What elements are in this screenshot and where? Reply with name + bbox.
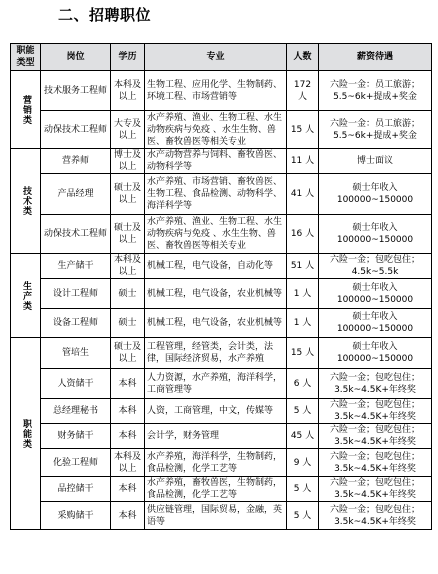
salary-cell: 博士面议: [319, 149, 432, 174]
position-cell: 营养师: [41, 149, 111, 174]
count-cell: 15 人: [287, 338, 319, 369]
position-cell: 人资储干: [41, 369, 111, 399]
salary-cell: 六险一金：员工旅游；5.5~6k+提成+奖金: [319, 71, 432, 111]
table-row: [11, 309, 432, 338]
position-cell: 化验工程师: [41, 449, 111, 477]
education-cell: 博士及以上: [111, 149, 145, 174]
major-cell: 供应链管理，国际贸易，金融，英语等: [145, 502, 287, 530]
table-row: [11, 449, 432, 477]
count-cell: 172 人: [287, 71, 319, 111]
table-row: [11, 477, 432, 502]
salary-cell: 六险一金；包吃包住；3.5k~4.5K+年终奖: [319, 369, 432, 399]
position-cell: 品控储干: [41, 477, 111, 502]
table-row: [11, 399, 432, 424]
salary-cell: 六险一金；包吃包住；3.5k~4.5K+年终奖: [319, 477, 432, 502]
count-cell: 5 人: [287, 399, 319, 424]
salary-cell: 硕士年收入 100000~150000: [319, 338, 432, 369]
major-cell: 会计学，财务管理: [145, 424, 287, 449]
position-cell: 产品经理: [41, 174, 111, 215]
count-cell: 15 人: [287, 111, 319, 149]
recruitment-table: [10, 43, 432, 530]
table-row: [11, 502, 432, 530]
major-cell: 水产动物营养与饲料、畜牧兽医、动物科学等: [145, 149, 287, 174]
salary-cell: 硕士年收入 100000~150000: [319, 215, 432, 254]
position-cell: 财务储干: [41, 424, 111, 449]
salary-cell: 六险一金；包吃包住；3.5k~4.5K+年终奖: [319, 502, 432, 530]
category-cell: 生产类: [11, 254, 41, 338]
education-cell: 大专及以上: [111, 111, 145, 149]
table-row: [11, 215, 432, 254]
education-cell: 本科及以上: [111, 449, 145, 477]
category-cell: 营销类: [11, 71, 41, 149]
table-header-row: [11, 44, 432, 71]
major-cell: 生物工程、应用化学、生物制药、环境工程、市场营销等: [145, 71, 287, 111]
table-row: [11, 424, 432, 449]
major-cell: 水产养殖、渔业、生物工程、水生动物疾病与免疫 、水生生物、兽医、畜牧兽医等相关专业: [145, 215, 287, 254]
education-cell: 本科及以上: [111, 254, 145, 279]
position-cell: 管培生: [41, 338, 111, 369]
education-cell: 本科: [111, 424, 145, 449]
count-cell: 5 人: [287, 477, 319, 502]
position-cell: 总经理秘书: [41, 399, 111, 424]
count-cell: 9 人: [287, 449, 319, 477]
position-cell: 设计工程师: [41, 279, 111, 309]
major-cell: 水产养殖，畜牧兽医，生物制药，食品检测，化学工艺等: [145, 477, 287, 502]
col-header-position: 岗位: [41, 44, 111, 71]
position-cell: 设备工程师: [41, 309, 111, 338]
count-cell: 1 人: [287, 279, 319, 309]
salary-cell: 六险一金；包吃包住；4.5k~5.5k: [319, 254, 432, 279]
col-header-salary: 薪资待遇: [319, 44, 432, 71]
table-row: [11, 369, 432, 399]
col-header-major: 专业: [145, 44, 287, 71]
position-cell: 动保技术工程师: [41, 215, 111, 254]
section-heading: 二、招聘职位: [58, 6, 152, 24]
position-cell: 技术服务工程师: [41, 71, 111, 111]
major-cell: 水产养殖、市场营销、畜牧兽医、生物工程、食品检测、动物科学、海洋科学等: [145, 174, 287, 215]
position-cell: 生产储干: [41, 254, 111, 279]
major-cell: 人力资源，水产养殖，海洋科学，工商管理等: [145, 369, 287, 399]
education-cell: 本科: [111, 477, 145, 502]
salary-cell: 六险一金；包吃包住；3.5k~4.5K+年终奖: [319, 449, 432, 477]
table-row: [11, 71, 432, 111]
col-header-education: 学历: [111, 44, 145, 71]
education-cell: 硕士: [111, 279, 145, 309]
count-cell: 16 人: [287, 215, 319, 254]
salary-cell: 硕士年收入 100000~150000: [319, 309, 432, 338]
major-cell: 人资，工商管理，中文，传媒等: [145, 399, 287, 424]
salary-cell: 六险一金；包吃包住；3.5k~4.5K+年终奖: [319, 399, 432, 424]
category-cell: 职能类: [11, 338, 41, 530]
major-cell: 机械工程，电气设备，农业机械等: [145, 279, 287, 309]
table-row: [11, 279, 432, 309]
major-cell: 机械工程，电气设备，自动化等: [145, 254, 287, 279]
table-row: [11, 254, 432, 279]
position-cell: 采购储干: [41, 502, 111, 530]
education-cell: 硕士及以上: [111, 215, 145, 254]
salary-cell: 六险一金：员工旅游；5.5~6k+提成+奖金: [319, 111, 432, 149]
col-header-category: 职能类型: [11, 44, 41, 71]
major-cell: 水产养殖、渔业、生物工程、水生动物疾病与免疫 、水生生物、兽医、畜牧兽医等相关专业: [145, 111, 287, 149]
education-cell: 本科及以上: [111, 71, 145, 111]
major-cell: 水产养殖，海洋科学，生物制药，食品检测，化学工艺等: [145, 449, 287, 477]
count-cell: 51 人: [287, 254, 319, 279]
salary-cell: 硕士年收入 100000~150000: [319, 279, 432, 309]
count-cell: 11 人: [287, 149, 319, 174]
education-cell: 本科: [111, 502, 145, 530]
major-cell: 工程管理，经管类，会计类，法律，国际经济贸易，水产养殖: [145, 338, 287, 369]
salary-cell: 硕士年收入 100000~150000: [319, 174, 432, 215]
position-cell: 动保技术工程师: [41, 111, 111, 149]
education-cell: 硕士及以上: [111, 174, 145, 215]
salary-cell: 六险一金；包吃包住；3.5k~4.5K+年终奖: [319, 424, 432, 449]
count-cell: 6 人: [287, 369, 319, 399]
table-row: [11, 149, 432, 174]
table-row: [11, 174, 432, 215]
category-cell: 技术类: [11, 149, 41, 254]
table-row: [11, 338, 432, 369]
table-row: [11, 111, 432, 149]
education-cell: 硕士及以上: [111, 338, 145, 369]
education-cell: 本科: [111, 369, 145, 399]
count-cell: 41 人: [287, 174, 319, 215]
count-cell: 5 人: [287, 502, 319, 530]
education-cell: 硕士: [111, 309, 145, 338]
col-header-count: 人数: [287, 44, 319, 71]
count-cell: 1 人: [287, 309, 319, 338]
major-cell: 机械工程，电气设备，农业机械等: [145, 309, 287, 338]
count-cell: 45 人: [287, 424, 319, 449]
education-cell: 本科: [111, 399, 145, 424]
